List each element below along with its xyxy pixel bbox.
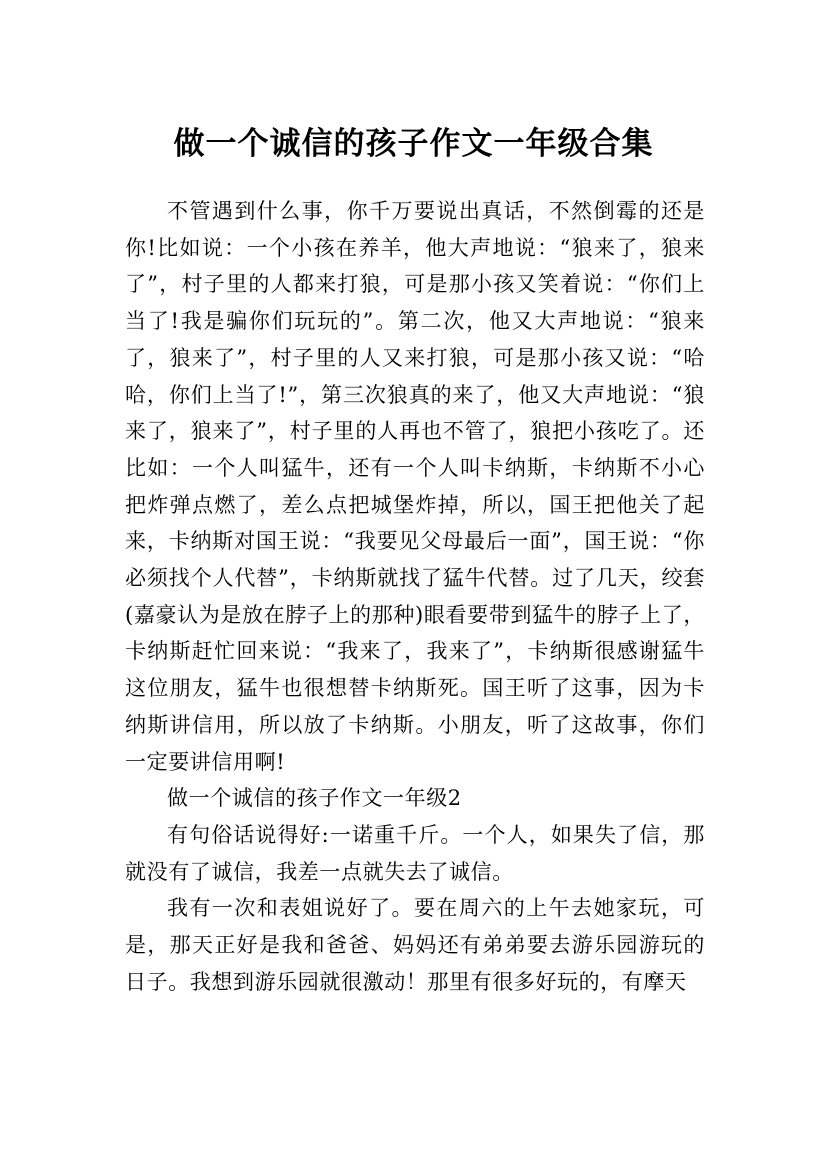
paragraph-3: 我有一次和表姐说好了。要在周六的上午去她家玩，可是，那天正好是我和爸爸、妈妈还有弟弟要去游乐园游玩的日子。我想到游乐园就很激动！那里有很多好玩的，有摩天 [125, 896, 705, 994]
paragraph-2: 有句俗话说得好:一诺重千斤。一个人，如果失了信，那就没有了诚信，我差一点就失去了诚信。 [125, 822, 705, 884]
document-title: 做一个诚信的孩子作文一年级合集 [173, 125, 654, 162]
section-heading-2: 做一个诚信的孩子作文一年级2 [167, 786, 462, 811]
document-body [125, 193, 705, 1000]
paragraph-1: 不管遇到什么事，你千万要说出真话，不然倒霉的还是你!比如说：一个小孩在养羊，他大声地说：“狼来了，狼来了”，村子里的人都来打狼，可是那小孩又笑着说：“你们上当了!我是骗你们玩玩的”。第二次，他又大声地说：“狼来了，狼来了”，村子里的人又来打狼，可是那小孩又说：“哈哈，你们上当了!”，第三次狼真的来了，他又大声地说：“狼来了，狼来了”，村子里的人再也不管了，狼把小孩吃了。还比如：一个人叫猛牛，还有一个人叫卡纳斯，卡纳斯不小心把炸弹点燃了，差么点把城堡炸掉，所以，国王把他关了起来，卡纳斯对国王说：“我要见父母最后一面”，国王说：“你必须找个人代替”，卡纳斯就找了猛牛代替。过了几天，绞套(嘉豪认为是放在脖子上的那种)眼看要带到猛牛的脖子上了，卡纳斯赶忙回来说：“我来了，我来了”，卡纳斯很感谢猛牛这位朋友，猛牛也很想替卡纳斯死。国王听了这事，因为卡纳斯讲信用，所以放了卡纳斯。小朋友，听了这故事，你们一定要讲信用啊! [125, 199, 705, 774]
